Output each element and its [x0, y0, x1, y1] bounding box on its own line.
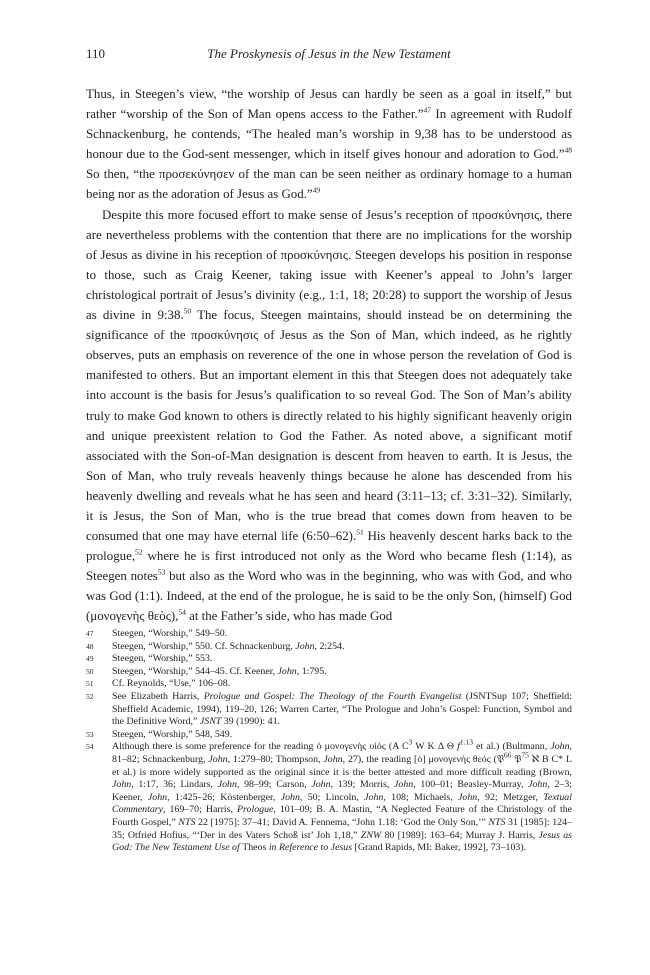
text-run: 𝔓 [511, 753, 522, 765]
footnote-ref[interactable]: 1.13 [459, 738, 473, 748]
italic-text: John [295, 640, 315, 652]
text-run: Steegen, “Worship,” 544–45. Cf. Keener, [112, 665, 278, 677]
footnote [86, 678, 572, 691]
text-run: Steegen, “Worship,” 550. Cf. Schnackenburg, [112, 640, 296, 652]
text-run: Steegen, “Worship,” 548, 549. [112, 728, 233, 740]
footnote-ref[interactable]: 52 [135, 547, 143, 557]
footnote-ref[interactable]: 47 [423, 105, 431, 115]
text-run: (JSNTSup 107; Sheffield: Sheffield Academic, 1994), 119–20, 126; Warren Carter, “The Prologue and John’s Gospel: Function, Symbol and the Definitive Word,” [112, 690, 572, 728]
text-run: [Grand Rapids, MI: Baker, 1992], 73–103). [352, 842, 527, 854]
footnote [86, 691, 572, 729]
body-paragraph [86, 84, 572, 205]
text-run: Steegen, “Worship,” 549–50. [112, 628, 228, 639]
footnote [86, 738, 573, 854]
text-run: , 100–01; Beasley-Murray, [413, 779, 529, 791]
text-run: See Elizabeth Harris, [112, 690, 204, 702]
text-run: , 92; Metzger, [477, 791, 544, 803]
footnote-ref[interactable]: 50 [183, 306, 192, 316]
text-run: Theos [242, 842, 267, 854]
text-run: Cf. Reynolds, “Use,” 106–08. [112, 678, 231, 690]
text-run: 31 [1985]: 124–35; Otfried Hofius, “‘Der in des Vaters Schoß ist’ Joh 1,18,” [112, 816, 572, 841]
text-run: 22 [1975]: 37–41; David A. Fennema, “John 1.18: ‘God the Only Son,’” [195, 816, 489, 828]
italic-text: John [277, 665, 297, 677]
footnote [86, 653, 572, 666]
footnote-number: 53 [86, 729, 94, 739]
text-run: et al.) (Bultmann, [472, 741, 551, 753]
italic-text: Jesus as God: The New Testament Use of [112, 829, 573, 854]
italic-text: John [147, 791, 168, 803]
footnote-ref[interactable]: 53 [157, 567, 166, 577]
footnote-ref[interactable]: 66 [503, 750, 512, 760]
text-run: , 1:425–26; Köstenberger, [167, 791, 281, 803]
footnote [86, 729, 572, 742]
text-run: The focus, Steegen maintains, should instead be on determining the significance of the προσκύνησις of Jesus as the Son of Man, which indeed, as he rightly observes, puts an emphasis on reverence of the one in whose person the revelation of God is manifested to others. But an important element in this that Steegen does not adequately take into account is the basis for Jesus’s qualification to so reveal God. The Son of Man’s ability truly to make God known to others is directly related to his highly significant heavenly origin and unique preexistent relation to God the Father. As noted above, a significant motif associated with the Son-of-Man designation is descent from heaven to earth. It is Jesus, the Son of Man, who truly reveals heavenly things because he alone has descended from his heavenly dwelling and reveals what he has seen and heard (3:11–13; cf. 3:31–32). Similarly, it is Jesus, the Son of Man, who is the true bread that comes down from heaven to be consumed that one may have eternal life (6:50–62). [86, 308, 572, 544]
text-run: Thus, in Steegen’s view, “the worship of Jesus can hardly be seen as a goal in itself,” but rather “worship of the Son of Man opens access to the Father.” [86, 87, 572, 122]
text-run: Steegen, “Worship,” 553. [112, 653, 213, 665]
italic-text: NTS [488, 816, 506, 828]
italic-text: Prologue [237, 804, 274, 816]
text-run: , 2–3; Keener, [112, 779, 573, 803]
text-run: In agreement with Rudolf Schnackenburg, he contends, “The healed man’s worship in 9,38 has to be understood as honour due to the God-sent messenger, which in itself gives honour and adoration to God.” [86, 107, 572, 162]
page-number: 110 [86, 46, 106, 61]
text-run: Although there is some preference for the reading ὁ μονογενὴς υἱός (A C [112, 741, 409, 753]
text-run: , 1:17, 36; Lindars, [131, 779, 218, 791]
text-run: but also as the Word who was in the beginning, who was with God, and who was God (1:1). Indeed, at the end of the prologue, he is said to be the only Son, (himself) God (μονογενὴς θεὸς), [86, 569, 572, 624]
running-title: The Proskynesis of Jesus in the New Testament [207, 46, 451, 61]
text-run: ℵ B C* L et al.) is more widely supported as the original since it is the better attested and more difficult reading (Brown, [112, 753, 572, 778]
italic-text: John [323, 753, 343, 765]
italic-text: Prologue and Gospel: The Theology of the Fourth Evangelist [203, 690, 462, 702]
italic-text: John [208, 753, 228, 765]
footnote [86, 641, 572, 654]
italic-text: John [112, 779, 132, 791]
footnote-number: 54 [86, 742, 94, 752]
text-run: So then, “the προσεκύνησεν of the man can be seen neither as ordinary homage to a human being nor as the adoration of Jesus as God.” [86, 167, 572, 202]
running-header [86, 46, 572, 64]
text-run: Despite this more focused effort to make sense of Jesus’s reception of προσκύνησις, there are nevertheless problems with the contention that there are no implications for the worship of Jesus as divine in his reception of προσκύνησις. Steegen develops his position in response to those, such as Craig Keener, taking issue with Keener’s appeal to John’s larger christological portrait of Jesus’s divinity (e.g., 1:1, 18; 20:28) to support the worship of Jesus as divine in 9:38. [86, 207, 572, 323]
text-run: , 169–70; Harris, [163, 804, 237, 816]
text-run: , 1:795. [296, 665, 327, 677]
text-run: , 1:279–80; Thompson, [227, 753, 324, 765]
footnotes [86, 628, 572, 855]
text-run: , 50; Lincoln, [299, 791, 365, 803]
text-run: at the Father’s side, who has made God [185, 609, 393, 624]
italic-text: John [394, 779, 414, 791]
text-run: , 98–99; Carson, [236, 779, 312, 791]
text-run: , 2:254. [314, 640, 345, 652]
footnote-ref[interactable]: 75 [521, 750, 529, 760]
italic-text: John [458, 791, 478, 803]
text-run: , 81–82; Schnackenburg, [112, 741, 573, 765]
italic-text: John [528, 779, 548, 791]
footnote-number: 49 [86, 654, 94, 664]
italic-text: JSNT [199, 716, 222, 728]
text-run: , 139; Morris, [330, 779, 394, 791]
body-paragraph [86, 205, 572, 627]
text-run: His heavenly descent harks back to the prologue, [86, 529, 572, 564]
footnote-number: 50 [86, 666, 94, 676]
footnote-ref[interactable]: 3 [408, 738, 413, 748]
italic-text: f [457, 741, 460, 753]
main-text [86, 84, 572, 627]
footnote [86, 666, 572, 679]
italic-text: NTS [178, 816, 196, 828]
italic-text: John [364, 791, 384, 803]
footnote-number: 47 [86, 629, 94, 638]
footnote-ref[interactable]: 49 [312, 186, 321, 196]
italic-text: John [311, 779, 331, 791]
text-run: 39 (1990): 41. [221, 716, 280, 728]
footnote-ref[interactable]: 48 [564, 145, 572, 155]
footnote [86, 628, 572, 641]
footnote-number: 51 [86, 679, 94, 689]
italic-text: Textual Commentary [112, 791, 572, 816]
text-run: where he is first introduced not only as the Word who became flesh (1:14), as Steegen notes [86, 549, 572, 584]
italic-text: John [550, 741, 570, 753]
text-run: , 101–09; B. A. Mastin, “A Neglected Feature of the Christology of the Fourth Gospel,” [112, 804, 573, 828]
footnote-ref[interactable]: 51 [356, 527, 364, 537]
text-run: , 27), the reading [ὁ] μονογενὴς θεός (𝔓 [342, 753, 504, 765]
italic-text: in Reference to Jesus [266, 842, 353, 854]
italic-text: John [217, 779, 237, 791]
text-run: W K Δ Θ [412, 741, 458, 753]
text-run: , 108; Michaels, [383, 791, 459, 803]
italic-text: John [280, 791, 300, 803]
text-run: 80 [1989]: 163–64; Murray J. Harris, [381, 829, 539, 841]
footnote-ref[interactable]: 54 [178, 608, 186, 618]
italic-text: ZNW [360, 829, 382, 841]
footnote-number: 52 [86, 691, 94, 701]
footnote-number: 48 [86, 641, 94, 651]
